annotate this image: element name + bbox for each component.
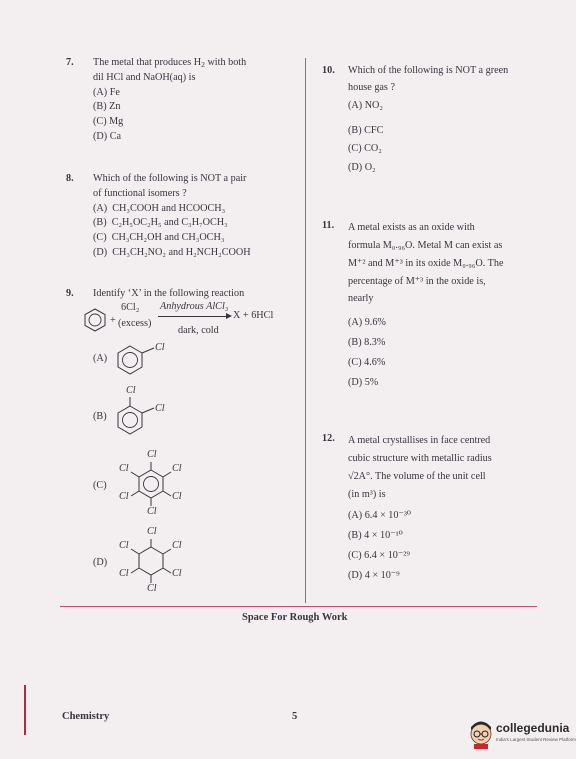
option-c: (C) 4.6% — [348, 356, 386, 368]
reaction-arrowhead — [226, 313, 232, 319]
c-cl-bond — [131, 491, 139, 496]
chlorine-label: Cl — [119, 491, 129, 502]
plus-sign: + — [110, 315, 116, 326]
option-c: (C) CH₃CH₂OH and CH₃OCH₃ — [93, 232, 225, 244]
question-number: 10. — [322, 65, 335, 76]
benzene-ring — [118, 346, 142, 374]
benzene-aromatic-circle — [89, 314, 101, 326]
c-cl-bond — [163, 491, 171, 496]
question-stem: Identify ‘X’ in the following reaction — [93, 288, 245, 299]
chlorine-label: Cl — [119, 568, 129, 579]
question-stem: Which of the following is NOT a pair of functional isomers ? (A) CH₃COOH and HCOOCH₃ (B) C₂H₅OC₂H₅ and C₃H₇OCH₃ (C) CH₃CH₂OH and CH₃OCH₃ (D) CH₃CH₂NO₂ and H₂NCH₂COOH — [93, 172, 251, 261]
c-cl-bond — [142, 348, 154, 353]
chlorine-label: Cl — [155, 403, 165, 414]
question-number: 8. — [66, 173, 74, 184]
c-cl-bond — [131, 472, 139, 477]
c-cl-bond — [131, 549, 139, 554]
option-a-label: (A) — [93, 353, 108, 364]
reagent-chlorine: 6Cl₂ — [121, 302, 140, 313]
option-b: (B) Zn — [93, 101, 121, 113]
option-a: (A) 9.6% — [348, 317, 386, 329]
chlorine-label: Cl — [119, 463, 129, 474]
option-b-label: (B) — [93, 411, 107, 422]
question-number: 9. — [66, 288, 74, 299]
question-stem: Which of the following is NOT a green house gas ? (A) NO₂ (B) CFC (C) CO₂ (D) O₂ — [348, 63, 508, 176]
option-c-label: (C) — [93, 480, 107, 491]
mascot-icon — [468, 719, 494, 749]
chlorine-label: Cl — [147, 506, 157, 517]
benzene-ring — [139, 470, 163, 498]
option-b: (B) CFC — [348, 124, 384, 136]
reaction-condition: dark, cold — [178, 325, 219, 336]
question-stem: A metal crystallises in face centred cubic structure with metallic radius √2A°. The volume of the unit cell (in m³) is (A) 6.4 × 10⁻³⁰ (B) 4 × 10⁻¹⁰ (C) 6.4 × 10⁻²⁹ (D) 4 × 10⁻⁹ — [348, 432, 540, 585]
option-a-structure — [116, 342, 176, 382]
benzene-aromatic-circle — [144, 477, 159, 492]
footer-page-number: 5 — [292, 711, 298, 722]
chlorine-label: Cl — [172, 568, 182, 579]
option-d: (D) Ca — [93, 130, 122, 142]
c-cl-bond — [163, 472, 171, 477]
chlorine-label: Cl — [172, 463, 182, 474]
brand-name: collegedunia — [496, 721, 570, 735]
rough-work-rule — [60, 606, 537, 607]
c-cl-bond — [163, 549, 171, 554]
question-stem: A metal exists as an oxide with formula M₀.₉₆O. Metal M can exist as M⁺² and M⁺³ in its oxide M₀.₉₆O. The percentage of M⁺³ in the oxide is, nearly (A) 9.6% (B) 8.3% (C) 4.6% (D) 5% — [348, 219, 540, 392]
option-d: (D) 4 × 10⁻⁹ — [348, 569, 400, 581]
option-a: (A) CH₃COOH and HCOOCH₃ — [93, 202, 226, 214]
rough-work-heading: Space For Rough Work — [242, 612, 348, 623]
reaction-product: X + 6HCl — [233, 310, 274, 321]
option-c: (C) 6.4 × 10⁻²⁹ — [348, 550, 410, 562]
question-number: 12. — [322, 433, 335, 444]
benzene-aromatic-circle — [123, 353, 138, 368]
option-b-structure — [116, 396, 176, 438]
question-number: 11. — [322, 220, 335, 231]
cyclohexane-ring — [139, 547, 163, 575]
option-d: (D) 5% — [348, 376, 379, 388]
benzene-aromatic-circle — [123, 413, 138, 428]
brand-logo — [468, 719, 576, 753]
option-c: (C) CO₂ — [348, 143, 382, 155]
catalyst-label: Anhydrous AlCl₃ — [160, 301, 229, 312]
option-b: (B) 8.3% — [348, 337, 386, 349]
option-a: (A) 6.4 × 10⁻³⁰ — [348, 510, 411, 522]
c-cl-bond — [142, 408, 154, 413]
option-b: (B) 4 × 10⁻¹⁰ — [348, 530, 403, 542]
option-c: (C) Mg — [93, 116, 124, 128]
chlorine-label: Cl — [147, 449, 157, 460]
chlorine-label: Cl — [147, 583, 157, 594]
reagent-excess: (excess) — [118, 318, 152, 329]
option-d-label: (D) — [93, 557, 108, 568]
chlorine-label: Cl — [126, 385, 136, 396]
question-number: 7. — [66, 57, 74, 68]
option-a: (A) Fe — [93, 86, 120, 98]
option-d: (D) CH₃CH₂NO₂ and H₂NCH₂COOH — [93, 246, 251, 258]
benzene-ring — [85, 309, 105, 331]
margin-mark — [24, 685, 26, 735]
reaction-arrow — [158, 316, 230, 317]
c-cl-bond — [131, 568, 139, 573]
question-stem: The metal that produces $H_2$ with both dil HCl and NaOH(aq) is (A) Fe (B) Zn (C) Mg (D) Ca — [93, 56, 246, 145]
chlorine-label: Cl — [172, 491, 182, 502]
option-b: (B) C₂H₅OC₂H₅ and C₃H₇OCH₃ — [93, 217, 228, 229]
chlorine-label: Cl — [172, 540, 182, 551]
chlorine-label: Cl — [147, 526, 157, 537]
chlorine-label: Cl — [155, 342, 165, 353]
brand-tagline: India's Largest Student Review Platform — [496, 737, 576, 742]
option-d: (D) O₂ — [348, 161, 376, 173]
benzene-ring — [118, 406, 142, 434]
footer-subject: Chemistry — [62, 711, 110, 722]
c-cl-bond — [163, 568, 171, 573]
option-a: (A) NO₂ — [348, 100, 383, 112]
chlorine-label: Cl — [119, 540, 129, 551]
